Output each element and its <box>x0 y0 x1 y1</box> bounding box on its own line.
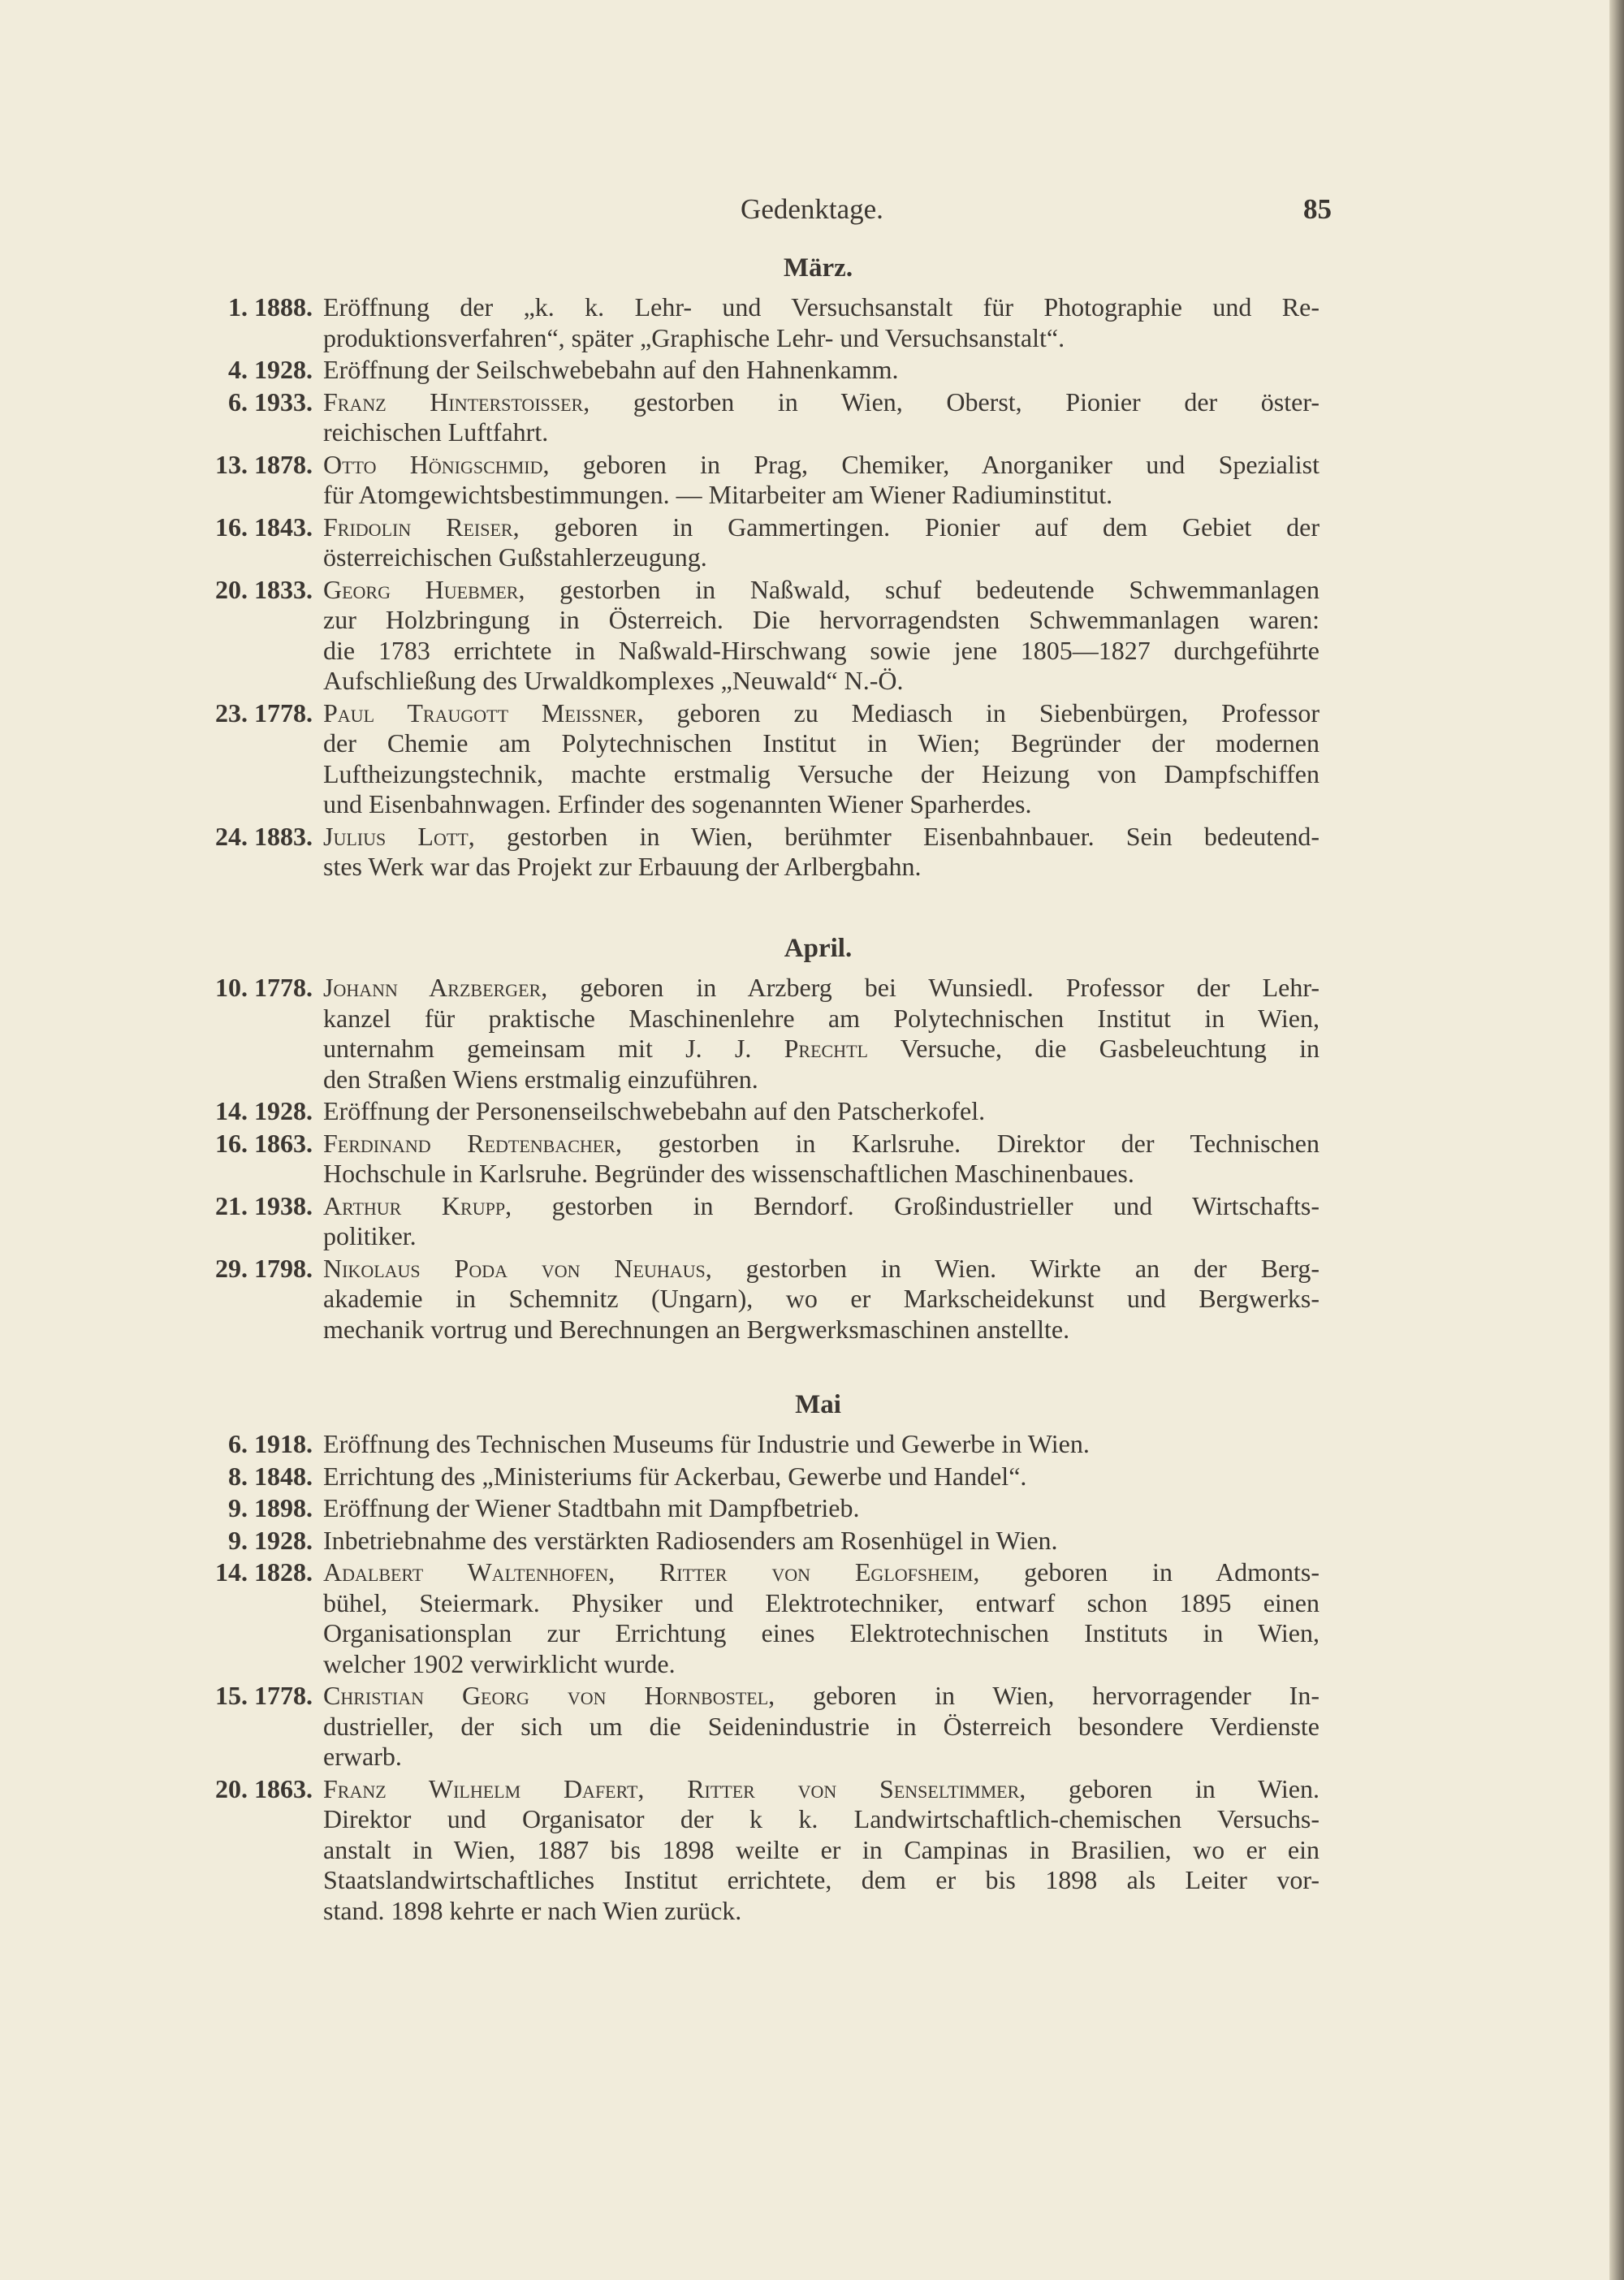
text-segment: , geboren in Wien. <box>1019 1773 1320 1803</box>
entry-date: 6. 1918. <box>228 1429 313 1458</box>
text-line <box>323 387 1320 418</box>
month-heading: Mai <box>795 1390 841 1419</box>
text-segment: , geboren in Arzberg bei Wunsiedl. Professor der Lehr- <box>541 973 1320 1002</box>
text-line <box>323 1221 1320 1252</box>
person-name: Arthur Krupp <box>323 1190 506 1220</box>
text-line <box>323 1034 1320 1064</box>
text-segment: politiker. <box>323 1221 417 1250</box>
text-segment: , gestorben in Berndorf. Großindustrieller und Wirtschafts- <box>505 1190 1320 1220</box>
entry-text <box>323 1557 1320 1679</box>
entry-date: 14. 1828. <box>215 1557 313 1587</box>
text-line <box>323 355 1320 386</box>
text-segment: , geboren in Gammertingen. Pionier auf dem Gebiet der <box>512 512 1320 542</box>
text-segment: dustrieller, der sich um die Seidenindustrie in Österreich besondere Verdienste <box>323 1711 1320 1741</box>
entry-text <box>323 355 1320 386</box>
text-line <box>323 1284 1320 1315</box>
person-name: Prechtl <box>784 1034 868 1063</box>
text-line <box>323 1681 1320 1712</box>
person-name: Franz Wilhelm Dafert, Ritter von Senseltimmer <box>323 1773 1020 1803</box>
text-line <box>323 698 1320 729</box>
entry-date: 8. 1848. <box>228 1461 313 1491</box>
anniversary-entry <box>187 973 1320 1095</box>
anniversary-entry <box>187 292 1320 353</box>
text-line <box>323 1774 1320 1805</box>
entry-text <box>323 450 1320 511</box>
anniversary-entry <box>187 1129 1320 1190</box>
entry-date: 4. 1928. <box>228 355 313 384</box>
text-line <box>323 1896 1320 1927</box>
anniversary-entry <box>187 512 1320 573</box>
anniversary-entry <box>187 450 1320 511</box>
text-segment: zur Holzbringung in Österreich. Die hervorragendsten Schwemmanlagen waren: <box>323 605 1320 634</box>
text-segment: Versuche, die Gasbeleuchtung in <box>867 1034 1320 1063</box>
text-line <box>323 1804 1320 1835</box>
entry-date: 16. 1863. <box>215 1128 313 1158</box>
anniversary-entry <box>187 1526 1320 1557</box>
person-name: Adalbert Waltenhofen, Ritter von Eglofsheim <box>323 1557 974 1587</box>
text-line <box>323 1712 1320 1742</box>
text-segment: , gestorben in Wien, Oberst, Pionier der öster- <box>583 386 1320 417</box>
anniversary-entry <box>187 1191 1320 1252</box>
page-edge <box>1609 0 1624 2280</box>
text-segment: Aufschließung des Urwaldkomplexes „Neuwald“ N.-Ö. <box>323 666 904 695</box>
entry-text <box>323 1493 1320 1524</box>
text-segment: akademie in Schemnitz (Ungarn), wo er Markscheidekunst und Bergwerks- <box>323 1284 1320 1313</box>
person-name: Ferdinand Redtenbacher <box>323 1128 615 1158</box>
text-line <box>323 728 1320 759</box>
text-segment: österreichischen Gußstahlerzeugung. <box>323 542 707 572</box>
entry-text <box>323 973 1320 1095</box>
anniversary-entry <box>187 822 1320 883</box>
person-name: Fridolin Reiser <box>323 512 513 542</box>
person-name: Franz Hinterstoisser <box>323 386 584 417</box>
text-line <box>323 1618 1320 1649</box>
entry-date: 20. 1863. <box>215 1773 313 1803</box>
text-segment: , geboren in Wien, hervorragender In- <box>768 1681 1320 1710</box>
entry-text <box>323 1526 1320 1557</box>
text-line <box>323 1557 1320 1588</box>
text-segment: Eröffnung des Technischen Museums für Industrie und Gewerbe in Wien. <box>323 1429 1090 1458</box>
text-segment: unternahm gemeinsam mit J. J. <box>323 1034 784 1063</box>
anniversary-entry <box>187 698 1320 820</box>
text-line <box>323 1254 1320 1285</box>
text-segment: , geboren in Prag, Chemiker, Anorganiker und Spezialist <box>542 449 1320 479</box>
entry-date: 14. 1928. <box>215 1096 313 1125</box>
anniversary-entry <box>187 355 1320 386</box>
text-segment: Direktor und Organisator der k k. Landwirtschaftlich-chemischen Versuchs- <box>323 1804 1320 1833</box>
entry-date: 9. 1898. <box>228 1493 313 1522</box>
text-segment: und Eisenbahnwagen. Erfinder des sogenannten Wiener Sparherdes. <box>323 789 1032 818</box>
text-segment: , geboren zu Mediasch in Siebenbürgen, Professor <box>637 697 1320 728</box>
text-segment: für Atomgewichtsbestimmungen. — Mitarbeiter am Wiener Radiuminstitut. <box>323 480 1113 509</box>
entry-text <box>323 1096 1320 1127</box>
text-line <box>323 822 1320 853</box>
text-segment: stand. 1898 kehrte er nach Wien zurück. <box>323 1895 742 1925</box>
text-segment: , gestorben in Wien, berühmter Eisenbahnbauer. Sein bedeutend- <box>468 821 1320 851</box>
text-segment: , gestorben in Wien. Wirkte an der Berg- <box>705 1253 1320 1283</box>
anniversary-entry <box>187 1774 1320 1927</box>
text-line <box>323 542 1320 573</box>
entry-date: 13. 1878. <box>215 449 313 479</box>
month-section <box>187 252 1320 884</box>
text-segment: Staatslandwirtschaftliches Institut errichtete, dem er bis 1898 als Leiter vor- <box>323 1865 1320 1894</box>
text-segment: kanzel für praktische Maschinenlehre am Polytechnischen Institut in Wien, <box>323 1003 1320 1033</box>
anniversary-entry <box>187 1493 1320 1524</box>
running-title: Gedenktage. <box>741 193 883 225</box>
entry-date: 10. 1778. <box>215 973 313 1002</box>
text-line <box>323 417 1320 448</box>
text-segment: den Straßen Wiens erstmalig einzuführen. <box>323 1064 758 1094</box>
text-line <box>323 1315 1320 1345</box>
entry-date: 21. 1938. <box>215 1190 313 1220</box>
text-line <box>323 759 1320 790</box>
text-line <box>323 636 1320 667</box>
month-section <box>187 1388 1320 1928</box>
anniversary-entry <box>187 1462 1320 1492</box>
text-line <box>323 1742 1320 1773</box>
text-segment: welcher 1902 verwirklicht wurde. <box>323 1648 676 1678</box>
anniversary-entry <box>187 1429 1320 1460</box>
text-segment: Eröffnung der Wiener Stadtbahn mit Dampfbetrieb. <box>323 1493 860 1522</box>
entry-text <box>323 1191 1320 1252</box>
text-line <box>323 575 1320 606</box>
anniversary-entry <box>187 1254 1320 1345</box>
entry-text <box>323 698 1320 820</box>
entry-date: 15. 1778. <box>215 1681 313 1710</box>
text-segment: Hochschule in Karlsruhe. Begründer des wissenschaftlichen Maschinenbaues. <box>323 1159 1134 1188</box>
text-line <box>323 1835 1320 1866</box>
entry-date: 6. 1933. <box>228 386 313 417</box>
text-line <box>323 1526 1320 1557</box>
text-line <box>323 1191 1320 1222</box>
month-section <box>187 932 1320 1346</box>
anniversary-entry <box>187 575 1320 697</box>
text-segment: Organisationsplan zur Errichtung eines Elektrotechnischen Instituts in Wien, <box>323 1618 1320 1647</box>
entry-date: 9. 1928. <box>228 1525 313 1555</box>
text-line <box>323 1588 1320 1619</box>
text-line <box>323 852 1320 883</box>
text-line <box>323 605 1320 636</box>
entry-text <box>323 512 1320 573</box>
text-segment: Eröffnung der Personenseilschwebebahn auf den Patscherkofel. <box>323 1096 986 1125</box>
text-line <box>323 789 1320 820</box>
month-heading: April. <box>784 934 853 963</box>
anniversary-entry <box>187 1557 1320 1679</box>
text-segment: Errichtung des „Ministeriums für Ackerbau, Gewerbe und Handel“. <box>323 1461 1027 1491</box>
entry-date: 16. 1843. <box>215 512 313 542</box>
text-line <box>323 323 1320 354</box>
text-segment: der Chemie am Polytechnischen Institut in Wien; Begründer der modernen <box>323 728 1320 758</box>
anniversary-entry <box>187 387 1320 448</box>
text-line <box>323 1004 1320 1034</box>
text-line <box>323 512 1320 543</box>
entry-text <box>323 387 1320 448</box>
entry-text <box>323 1254 1320 1345</box>
page-number: 85 <box>1303 193 1332 225</box>
person-name: Nikolaus Poda von Neuhaus <box>323 1253 706 1283</box>
text-line <box>323 1462 1320 1492</box>
text-line <box>323 1096 1320 1127</box>
entry-date: 20. 1833. <box>215 574 313 604</box>
entry-date: 29. 1798. <box>215 1253 313 1283</box>
entry-text <box>323 1681 1320 1773</box>
text-segment: anstalt in Wien, 1887 bis 1898 weilte er in Campinas in Brasilien, wo er ein <box>323 1834 1320 1864</box>
text-line <box>323 973 1320 1004</box>
text-segment: Inbetriebnahme des verstärkten Radiosenders am Rosenhügel in Wien. <box>323 1525 1058 1555</box>
text-segment: reichischen Luftfahrt. <box>323 417 549 447</box>
text-line <box>323 666 1320 697</box>
entry-text <box>323 1429 1320 1460</box>
text-segment: produktionsverfahren“, später „Graphische Lehr- und Versuchsanstalt“. <box>323 322 1065 352</box>
month-heading: März. <box>783 253 853 283</box>
entry-text <box>323 822 1320 883</box>
entry-text <box>323 1462 1320 1492</box>
entry-text <box>323 1774 1320 1927</box>
text-line <box>323 292 1320 323</box>
text-line <box>323 1159 1320 1190</box>
text-line <box>323 1493 1320 1524</box>
text-segment: Eröffnung der „k. k. Lehr- und Versuchsanstalt für Photographie und Re- <box>323 292 1320 322</box>
text-line <box>323 1064 1320 1095</box>
text-line <box>323 1865 1320 1896</box>
anniversary-entry <box>187 1096 1320 1127</box>
text-segment: stes Werk war das Projekt zur Erbauung der Arlbergbahn. <box>323 852 922 881</box>
text-segment: , gestorben in Naßwald, schuf bedeutende Schwemmanlagen <box>518 574 1320 604</box>
entry-date: 24. 1883. <box>215 821 313 851</box>
text-segment: , gestorben in Karlsruhe. Direktor der Technischen <box>615 1128 1320 1158</box>
entry-text <box>323 575 1320 697</box>
text-segment: Luftheizungstechnik, machte erstmalig Versuche der Heizung von Dampfschiffen <box>323 758 1320 788</box>
text-line <box>323 1429 1320 1460</box>
text-segment: bühel, Steiermark. Physiker und Elektrotechniker, entwarf schon 1895 einen <box>323 1587 1320 1617</box>
text-segment: , geboren in Admonts- <box>973 1557 1320 1587</box>
text-line <box>323 1649 1320 1680</box>
text-segment: die 1783 errichtete in Naßwald-Hirschwang sowie jene 1805—1827 durchgeführte <box>323 635 1320 665</box>
entry-date: 1. 1888. <box>228 292 313 322</box>
person-name: Otto Hönigschmid <box>323 449 543 479</box>
text-line <box>323 480 1320 511</box>
anniversary-entry <box>187 1681 1320 1773</box>
person-name: Julius Lott <box>323 821 469 851</box>
person-name: Johann Arzberger <box>323 973 542 1002</box>
entry-text <box>323 292 1320 353</box>
person-name: Paul Traugott Meissner <box>323 697 637 728</box>
text-segment: erwarb. <box>323 1742 402 1771</box>
text-line <box>323 1129 1320 1159</box>
text-segment: mechanik vortrug und Berechnungen an Bergwerksmaschinen anstellte. <box>323 1314 1070 1344</box>
text-line <box>323 450 1320 481</box>
entry-date: 23. 1778. <box>215 697 313 728</box>
person-name: Christian Georg von Hornbostel <box>323 1681 769 1710</box>
text-segment: Eröffnung der Seilschwebebahn auf den Hahnenkamm. <box>323 355 899 384</box>
person-name: Georg Huebmer <box>323 574 519 604</box>
entry-text <box>323 1129 1320 1190</box>
